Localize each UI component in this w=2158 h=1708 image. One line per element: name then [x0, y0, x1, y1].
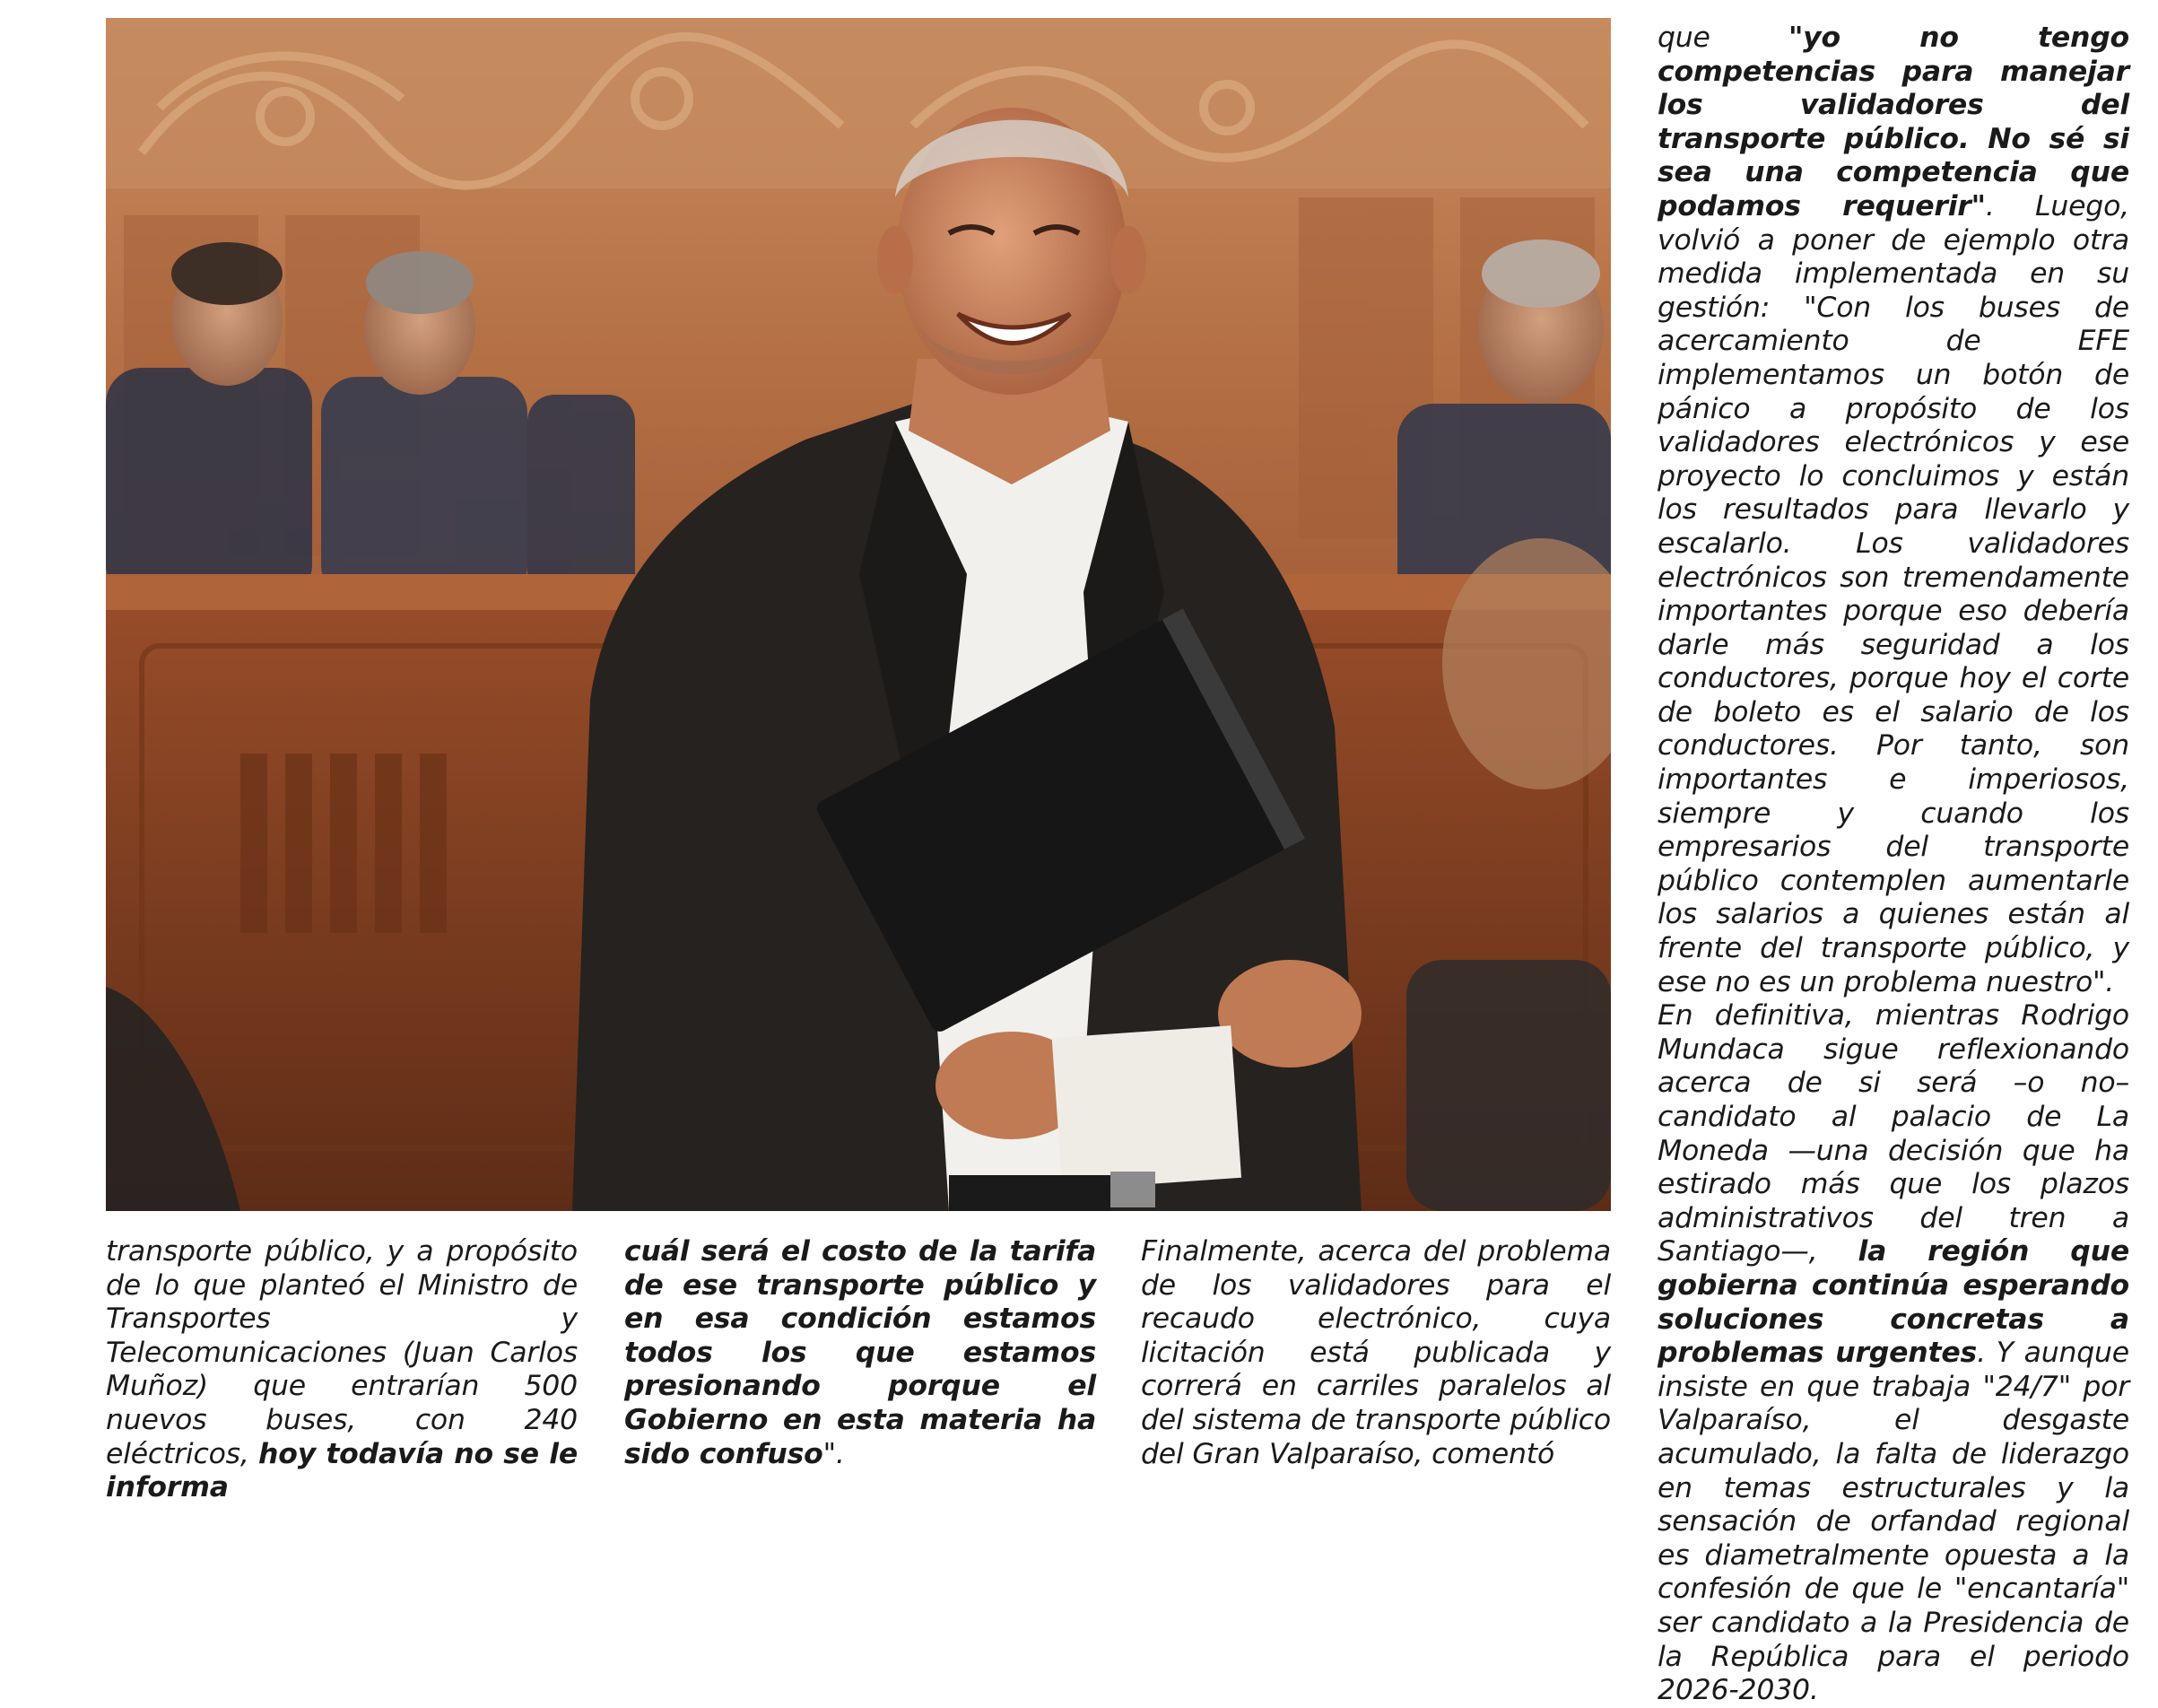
column-4-paragraph-2: [1658, 999, 2129, 1707]
article-photo: [106, 18, 1611, 1211]
column-4-text-3: En definitiva, mientras Rodrigo Mundaca sigue reflexionando acerca de si será –o no– candidato al palacio de La Moneda —una decisión que ha estirado más que los plazos administrativos del tren a Santiago—,: [1658, 999, 2129, 1268]
column-3-text: Finalmente, acerca del problema de los validadores para el recaudo electrónico, cuya licitación está publicada y correrá en carriles paralelos al del sistema de transporte público del Gran Valparaíso, comentó: [1141, 1235, 1611, 1470]
column-4-bold-text: la región que gobierna continúa esperando soluciones concretas a problemas urgentes: [1658, 1235, 2129, 1370]
column-4-bold-quote: "yo no tengo competencias para manejar los validadores del transporte público. No sé si sea una competencia que podamos requerir": [1658, 22, 2129, 222]
column-4-text-2: . Luego, volvió a poner de ejemplo otra medida implementada en su gestión: "Con los buses de acercamiento de EFE implementamos un botón de pánico a propósito de los validadores electrónicos y ese proyecto lo concluimos y están los resultados para llevarlo y escalarlo. Los validadores electrónicos son tremendamente importantes porque eso debería darle más seguridad a los conductores, porque hoy el corte de boleto es el salario de los conductores. Por tanto, son importantes e imperiosos, siempre y cuando los empresarios del transporte público contemplen aumentarle los salarios a quienes están al frente del transporte público, y ese no es un problema nuestro".: [1658, 189, 2129, 998]
article-column-4: [1658, 22, 2129, 1708]
article-column-3: [1141, 1235, 1611, 1471]
photo-illustration: [106, 18, 1611, 1211]
column-3-paragraph: [1141, 1235, 1611, 1471]
column-4-text-4: . Y aunque insiste en que trabaja "24/7" por Valparaíso, el desgaste acumulado, la falta de liderazgo en temas estructurales y la sensación de orfandad regional es diametralmente opuesta a la confesión de que le "encantaría" ser candidato a la Presidencia de la República para el periodo 2026-2030.: [1658, 1337, 2129, 1707]
column-1-text: transporte público, y a propósito de lo que planteó el Ministro de Transportes y Telecomunicaciones (Juan Carlos Muñoz) que entrarían 500 nuevos buses, con 240 eléctricos,: [106, 1235, 578, 1470]
column-4-text-1: que: [1658, 22, 1788, 54]
column-1-paragraph: [106, 1235, 578, 1505]
column-2-bold-text: cuál será el costo de la tarifa de ese transporte público y en esa condición estamos todos los que estamos presionando porque el Gobierno en esta materia ha sido confuso: [624, 1235, 1096, 1470]
article-column-2: [624, 1235, 1096, 1471]
article-column-1: [106, 1235, 578, 1505]
column-1-bold-text: hoy todavía no se le informa: [106, 1437, 578, 1504]
column-4-paragraph-1: [1658, 22, 2129, 999]
column-2-text: ".: [822, 1437, 845, 1470]
column-2-paragraph: [624, 1235, 1096, 1471]
